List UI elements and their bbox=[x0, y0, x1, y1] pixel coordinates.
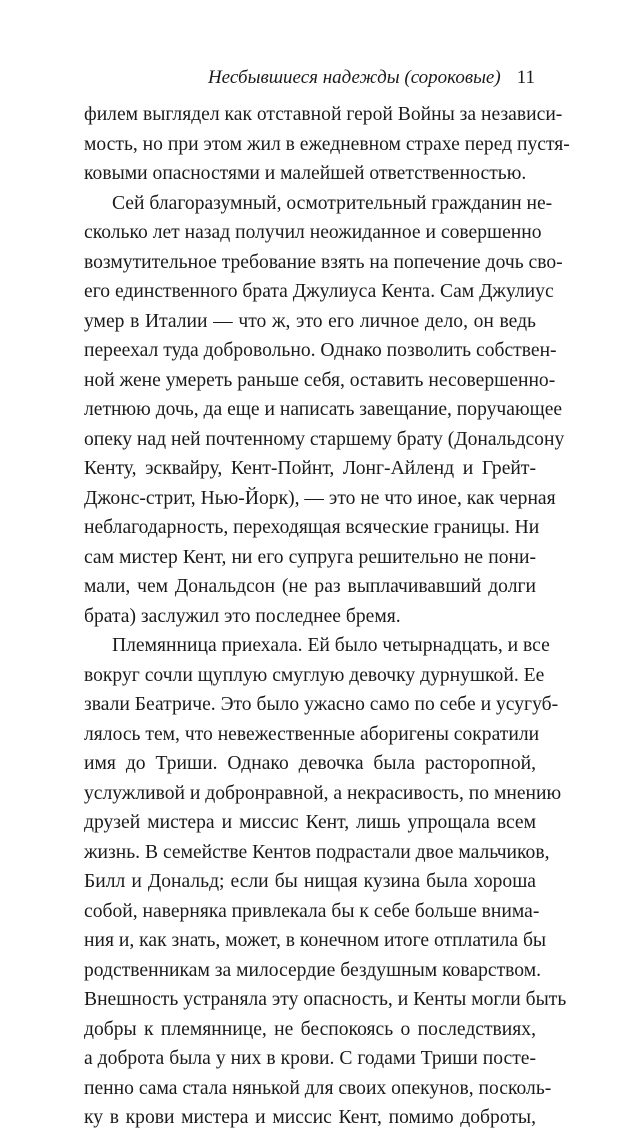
text-line: а доброта была у них в крови. С годами Триши посте- bbox=[84, 1048, 536, 1069]
text-line: лялось тем, что невежественные аборигены сократили bbox=[84, 723, 540, 745]
text-line: Билл и Дональд; если бы нищая кузина была хороша bbox=[84, 871, 536, 892]
paragraph-3 bbox=[84, 631, 567, 1133]
text-line: ковыми опасностями и малейшей ответственностью. bbox=[84, 163, 527, 184]
text-line: Сей благоразумный, осмотрительный гражданин не- bbox=[112, 192, 553, 214]
running-title: Несбывшиеся надежды (сороковые) bbox=[207, 67, 501, 88]
text-line: ния и, как знать, может, в конечном итоге отплатила бы bbox=[84, 930, 547, 951]
text-line: Кенту, эсквайру, Кент-Пойнт, Лонг-Айленд и Грейт- bbox=[84, 458, 536, 479]
text-line: звали Беатриче. Это было ужасно само по себе и усугуб- bbox=[84, 694, 559, 715]
text-line: летнюю дочь, да еще и написать завещание, поручающее bbox=[84, 399, 563, 420]
text-line: ной жене умереть раньше себя, оставить несовершенно- bbox=[84, 369, 556, 391]
paragraph-2 bbox=[84, 189, 565, 632]
text-line: жизнь. В семействе Кентов подрастали двое мальчиков, bbox=[84, 841, 550, 863]
text-line: вокруг сочли щуплую смуглую девочку дурнушкой. Ее bbox=[84, 664, 545, 686]
text-line: переехал туда добровольно. Однако позволить собствен- bbox=[84, 340, 557, 361]
text-line: опеку над ней почтенному старшему брату (Дональдсону bbox=[84, 428, 565, 450]
text-line: возмутительное требование взять на попечение дочь сво- bbox=[84, 251, 563, 273]
text-line: собой, наверняка привлекала бы к себе больше внима- bbox=[84, 900, 540, 922]
text-line: Джонс-стрит, Нью-Йорк), — это не что иное, как черная bbox=[84, 487, 556, 509]
page-header bbox=[208, 66, 535, 90]
text-line: сколько лет назад получил неожиданное и совершенно bbox=[84, 222, 542, 243]
text-line: умер в Италии — что ж, это его личное дело, он ведь bbox=[84, 310, 536, 332]
text-line: ку в крови мистера и миссис Кент, помимо доброты, bbox=[84, 1107, 536, 1128]
text-line: неблагодарность, переходящая всяческие границы. Ни bbox=[84, 517, 540, 538]
text-line: друзей мистера и миссис Кент, лишь упрощала всем bbox=[84, 812, 536, 833]
text-line: пенно сама стала нянькой для своих опекунов, посколь- bbox=[84, 1077, 552, 1099]
text-line: родственникам за милосердие бездушным коварством. bbox=[84, 959, 542, 981]
body-text bbox=[84, 100, 570, 1133]
text-line: мали, чем Дональдсон (не раз выплачивавший долги bbox=[84, 576, 536, 597]
text-line: сам мистер Кент, ни его супруга решительно не пони- bbox=[84, 546, 536, 568]
paragraph-1 bbox=[84, 100, 570, 189]
page-number: 11 bbox=[516, 67, 535, 88]
text-line: филем выглядел как отставной герой Войны за независи- bbox=[84, 104, 563, 125]
text-line: Племянница приехала. Ей было четырнадцать, и все bbox=[112, 635, 550, 656]
text-line: его единственного брата Джулиуса Кента. Сам Джулиус bbox=[84, 281, 554, 302]
text-line: имя до Триши. Однако девочка была расторопной, bbox=[84, 753, 536, 774]
text-line: добры к племяннице, не беспокоясь о последствиях, bbox=[84, 1018, 536, 1040]
text-line: брата) заслужил это последнее бремя. bbox=[84, 605, 401, 627]
text-line: мость, но при этом жил в ежедневном страхе перед пустя- bbox=[84, 133, 570, 155]
text-line: услужливой и добронравной, а некрасивость, по мнению bbox=[84, 782, 562, 804]
text-line: Внешность устраняла эту опасность, и Кенты могли быть bbox=[84, 989, 567, 1010]
